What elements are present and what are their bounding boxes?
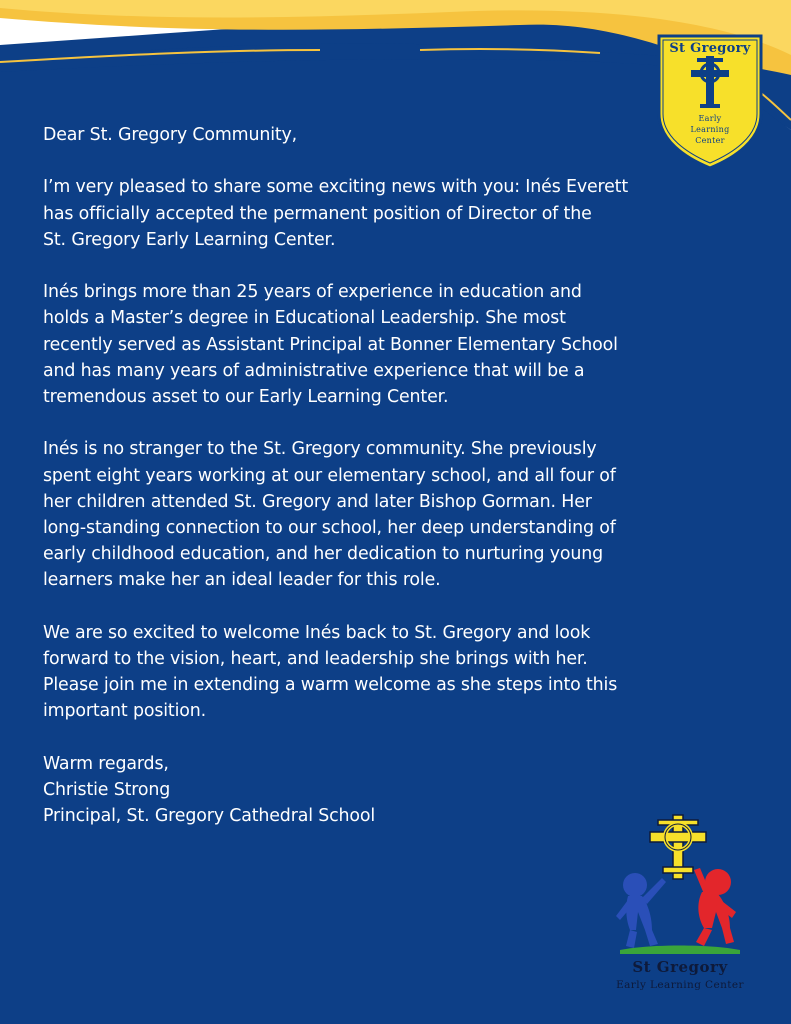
grass-decoration <box>620 946 740 955</box>
crest-subtitle-line: Center <box>695 136 725 145</box>
signer-name: Christie Strong <box>43 780 171 800</box>
child-red-figure <box>694 868 736 946</box>
signer-title: Principal, St. Gregory Cathedral School <box>43 806 376 827</box>
paragraph-announcement: I’m very pleased to share some exciting news with you: Inés Everett has officially accepted the permanent position of Director of the St. Gregory Early Learning Center. <box>43 177 629 250</box>
paragraph-community: Inés is no stranger to the St. Gregory community. She previously spent eight years working at our elementary school, and all four of her children attended St. Gregory and later Bishop Gorman. Her long-standing connection to our school, her deep understanding of early childhood education, and her dedication to nurturing young learners make her an ideal leader for this role. <box>43 439 616 591</box>
crest-title: St Gregory <box>669 41 751 56</box>
logo-title: St Gregory <box>632 958 728 976</box>
letter-body <box>43 122 733 856</box>
paragraph-experience: Inés brings more than 25 years of experience in education and holds a Master’s degree in Educational Leadership. She most recently served as Assistant Principal at Bonner Elementary School and has many years of administrative experience that will be a tremendous asset to our Early Learning Center. <box>43 282 618 407</box>
logo-subtitle: Early Learning Center <box>616 979 744 991</box>
closing: Warm regards, <box>43 753 169 774</box>
greeting: Dear St. Gregory Community, <box>43 125 298 145</box>
crest-subtitle-line: Early <box>698 114 722 123</box>
paragraph-welcome: We are so excited to welcome Inés back to St. Gregory and look forward to the vision, heart, and leadership she brings with her. Please join me in extending a warm welcome as she steps into this important position. <box>43 622 618 722</box>
crest-subtitle-line: Learning <box>690 125 730 134</box>
child-blue-figure <box>616 873 666 948</box>
